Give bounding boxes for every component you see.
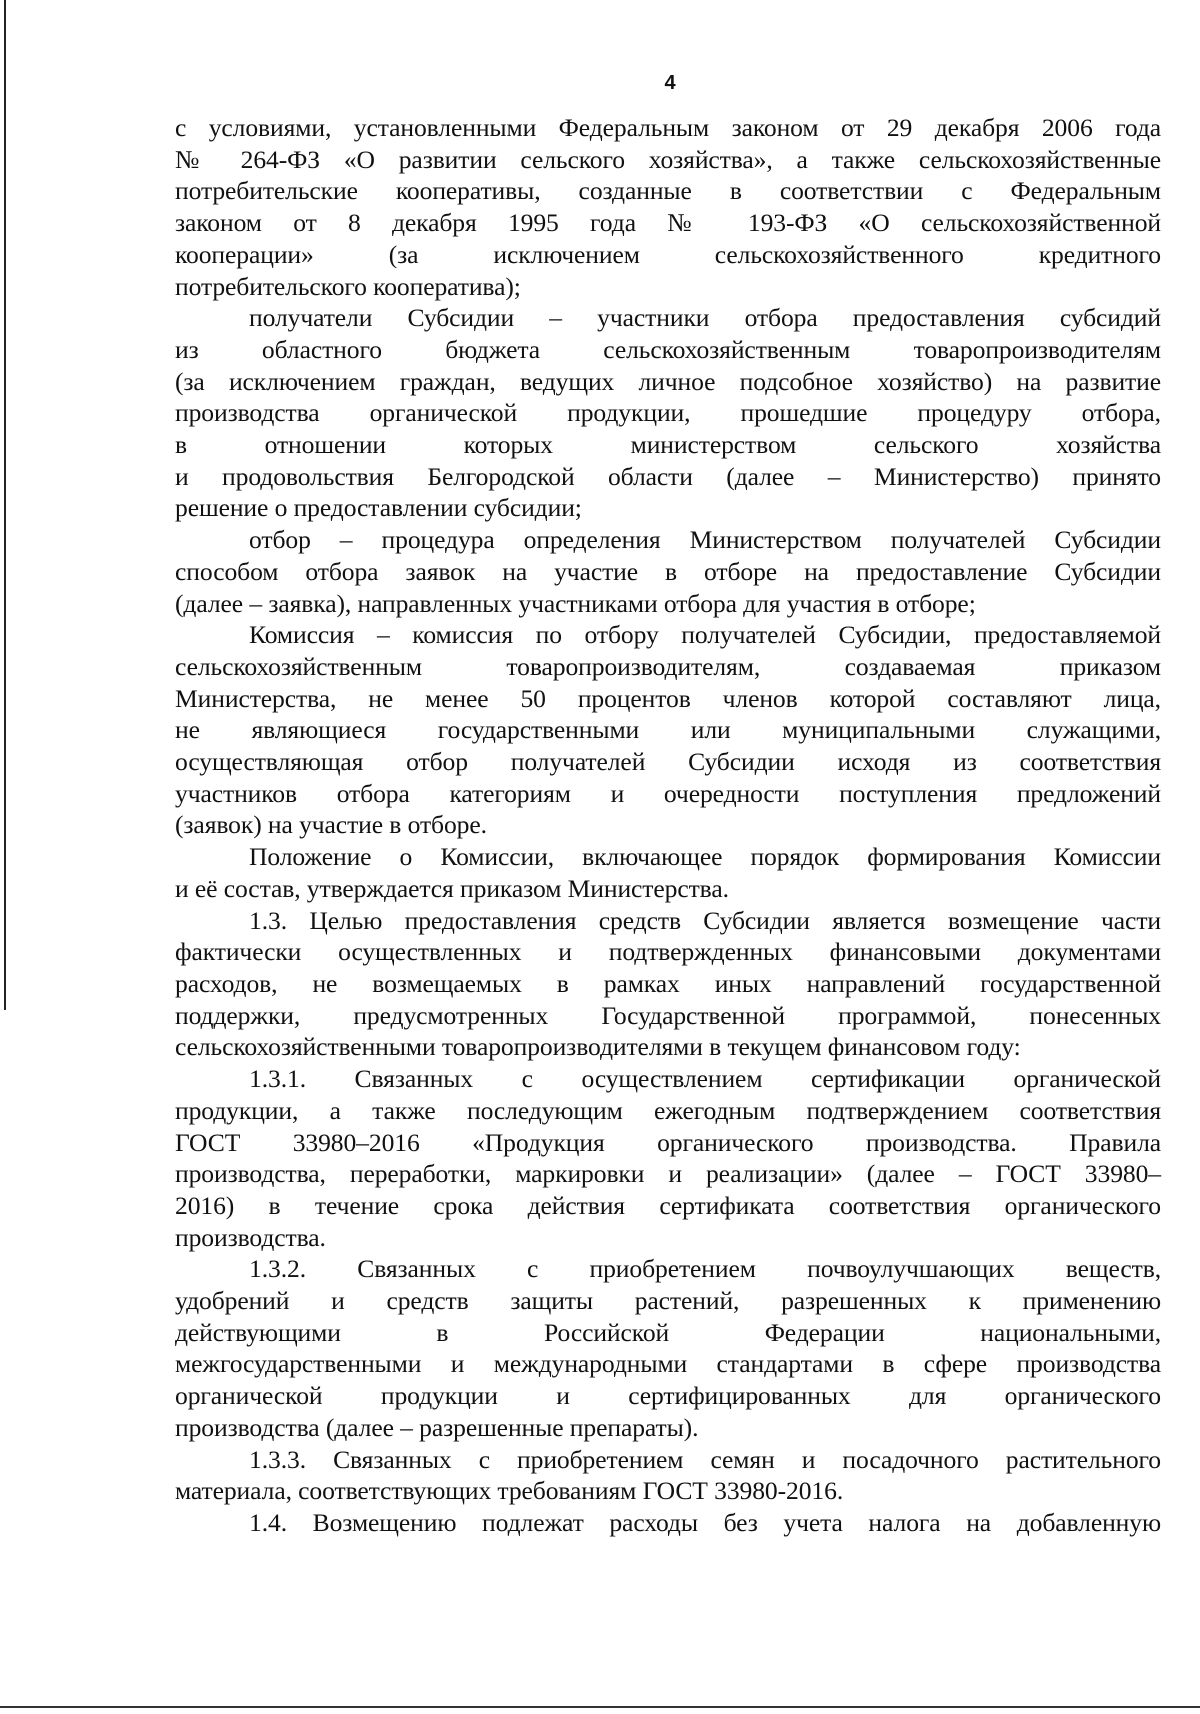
text-line: решение о предоставлении субсидии;: [175, 493, 582, 523]
text-line: действующими в Российской Федерации национальными,: [175, 1317, 1161, 1347]
text-line: 2016) в течение срока действия сертификата соответствия органического: [175, 1190, 1161, 1220]
text-line: поддержки, предусмотренных Государственной программой, понесенных: [175, 1000, 1161, 1030]
text-line: расходов, не возмещаемых в рамках иных направлений государственной: [175, 968, 1161, 998]
text-line: ГОСТ 33980–2016 «Продукция органического производства. Правила: [175, 1127, 1161, 1157]
scan-edge-left: [4, 0, 6, 1010]
text-line: Комиссия – комиссия по отбору получателей Субсидии, предоставляемой: [249, 620, 1161, 650]
text-line: Положение о Комиссии, включающее порядок формирования Комиссии: [249, 842, 1161, 872]
text-line: межгосударственными и международными стандартами в сфере производства: [175, 1349, 1161, 1379]
text-line: сельскохозяйственными товаропроизводителями в текущем финансовом году:: [175, 1032, 1021, 1062]
text-line: органической продукции и сертифицированных для органического: [175, 1381, 1161, 1411]
text-line: с условиями, установленными Федеральным законом от 29 декабря 2006 года: [175, 113, 1161, 142]
text-line: потребительского кооператива);: [175, 271, 521, 301]
document-body: [175, 112, 1161, 1539]
text-line: производства органической продукции, прошедшие процедуру отбора,: [175, 398, 1161, 428]
text-line: № 264-ФЗ «О развитии сельского хозяйства», а также сельскохозяйственные: [175, 144, 1161, 174]
text-line: получатели Субсидии – участники отбора предоставления субсидий: [249, 303, 1161, 333]
text-line: не являющиеся государственными или муниципальными служащими,: [175, 715, 1161, 745]
text-line: отбор – процедура определения Министерством получателей Субсидии: [249, 525, 1161, 555]
text-line: потребительские кооперативы, созданные в соответствии с Федеральным: [175, 176, 1161, 206]
text-line: способом отбора заявок на участие в отборе на предоставление Субсидии: [175, 556, 1161, 586]
text-line: 1.3.1. Связанных с осуществлением сертификации органической: [249, 1064, 1161, 1094]
text-line: участников отбора категориям и очередности поступления предложений: [175, 778, 1161, 808]
text-line: из областного бюджета сельскохозяйственным товаропроизводителям: [175, 334, 1161, 364]
text-line: (далее – заявка), направленных участниками отбора для участия в отборе;: [175, 588, 976, 618]
text-line: Министерства, не менее 50 процентов членов которой составляют лица,: [175, 683, 1161, 713]
text-line: удобрений и средств защиты растений, разрешенных к применению: [175, 1286, 1161, 1316]
text-line: 1.4. Возмещению подлежат расходы без учета налога на добавленную: [249, 1507, 1161, 1537]
text-line: в отношении которых министерством сельского хозяйства: [175, 430, 1161, 460]
page-number: 4: [664, 72, 676, 94]
text-line: (за исключением граждан, ведущих личное подсобное хозяйство) на развитие: [175, 366, 1161, 396]
text-line: производства (далее – разрешенные препараты).: [175, 1412, 699, 1442]
text-line: и её состав, утверждается приказом Министерства.: [175, 873, 729, 903]
text-line: 1.3.2. Связанных с приобретением почвоулучшающих веществ,: [249, 1254, 1161, 1284]
text-line: 1.3. Целью предоставления средств Субсидии является возмещение части: [249, 905, 1161, 935]
text-line: сельскохозяйственным товаропроизводителям, создаваемая приказом: [175, 651, 1161, 681]
text-line: продукции, а также последующим ежегодным подтверждением соответствия: [175, 1095, 1161, 1125]
text-line: 1.3.3. Связанных с приобретением семян и посадочного растительного: [249, 1444, 1161, 1474]
text-line: производства, переработки, маркировки и реализации» (далее – ГОСТ 33980–: [175, 1159, 1161, 1189]
text-line: материала, соответствующих требованиям ГОСТ 33980-2016.: [175, 1476, 844, 1506]
text-line: кооперации» (за исключением сельскохозяйственного кредитного: [175, 239, 1161, 269]
scan-edge-bottom: [0, 1706, 1200, 1708]
text-line: осуществляющая отбор получателей Субсидии исходя из соответствия: [175, 747, 1161, 777]
text-line: фактически осуществленных и подтвержденных финансовыми документами: [175, 937, 1161, 967]
text-line: (заявок) на участие в отборе.: [175, 810, 487, 840]
text-line: законом от 8 декабря 1995 года № 193-ФЗ «О сельскохозяйственной: [175, 208, 1161, 238]
text-line: и продовольствия Белгородской области (далее – Министерство) принято: [175, 461, 1161, 491]
text-line: производства.: [175, 1222, 326, 1252]
